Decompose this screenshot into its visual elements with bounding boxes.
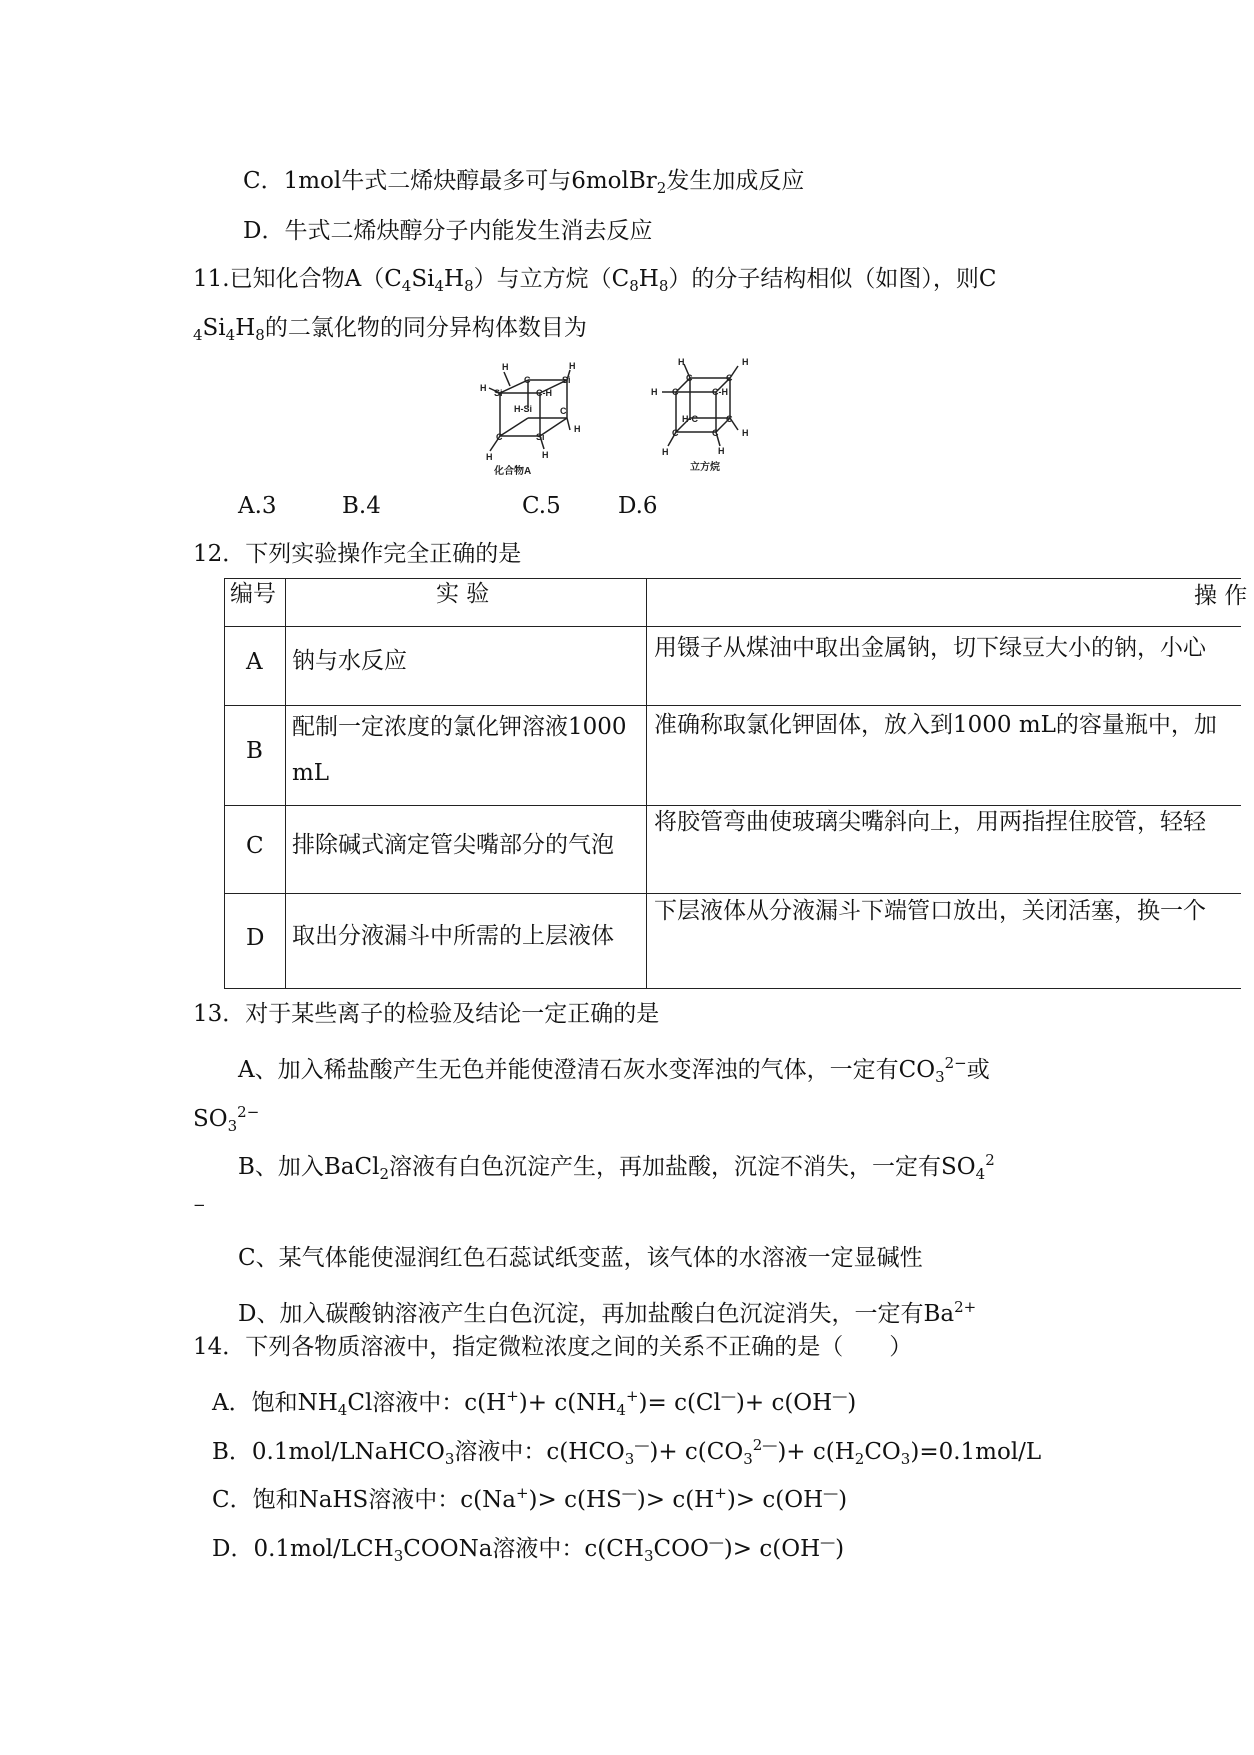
table-row-c-operation: 将胶管弯曲使玻璃尖嘴斜向上，用两指捏住胶管，轻轻: [654, 809, 1206, 835]
table-row-a-operation: 用镊子从煤油中取出金属钠，切下绿豆大小的钠，小心: [654, 635, 1206, 661]
svg-text:C-H: C-H: [536, 388, 552, 398]
q14-option-a: A．饱和$NH_4Cl$溶液中：$c(H^+)+ c(NH_4^+)= c(Cl^—)+ c(OH^—)$: [212, 1387, 857, 1419]
svg-text:H: H: [569, 361, 576, 371]
q13-option-a: A、加入稀盐酸产生无色并能使澄清石灰水变浑浊的气体，一定有$CO_3^{2-}$或: [238, 1054, 990, 1086]
q14-option-c: C．饱和NaHS溶液中：c(Na+)> c(HS—)> c(H+)> c(OH—): [212, 1484, 848, 1513]
compound-a-structure: [472, 358, 602, 476]
svg-text:C: C: [726, 373, 733, 383]
q13-option-b: B、加入BaCl$_2$溶液有白色沉淀产生，再加盐酸，沉淀不消失，一定有$SO_4^2$: [238, 1151, 995, 1183]
svg-text:H-Si: H-Si: [514, 404, 532, 414]
svg-text:H: H: [480, 383, 487, 393]
q14-option-d: D．$0.1mol/LCH_3COONa$溶液中：$c(CH_3COO^—)> c(OH^—)$: [212, 1533, 845, 1565]
compound-a-caption: 化合物A: [494, 466, 532, 477]
svg-text:H: H: [742, 428, 749, 438]
svg-text:H: H: [574, 424, 581, 434]
svg-text:H: H: [742, 357, 749, 367]
table-row-a-id: A: [246, 649, 263, 675]
q13-option-d: D、加入碳酸钠溶液产生白色沉淀，再加盐酸白色沉淀消失，一定有$Ba^{2+}$: [238, 1298, 977, 1327]
svg-text:C: C: [726, 414, 733, 424]
table-row-d-id: D: [246, 925, 265, 951]
table-row-b-experiment-unit: mL: [292, 760, 330, 786]
q13-option-b-cont: −: [193, 1196, 206, 1214]
svg-text:H: H: [542, 450, 549, 460]
svg-text:C: C: [712, 428, 719, 438]
table-row-a-experiment: 钠与水反应: [292, 648, 407, 674]
q13-title: 13．对于某些离子的检验及结论一定正确的是: [193, 1001, 660, 1027]
table-row-b-id: B: [246, 738, 263, 764]
svg-text:H: H: [678, 357, 685, 367]
svg-text:C: C: [686, 373, 693, 383]
table-row-d-operation: 下层液体从分液漏斗下端管口放出，关闭活塞，换一个: [654, 898, 1206, 924]
svg-text:C: C: [524, 375, 531, 385]
svg-text:H: H: [486, 452, 493, 462]
svg-text:H: H: [651, 387, 658, 397]
table-header-experiment: 实 验: [436, 581, 490, 607]
cubane-structure: [648, 356, 766, 474]
svg-text:C: C: [560, 406, 567, 416]
table-row-c-id: C: [246, 833, 264, 859]
cubane-caption: 立方烷: [690, 462, 720, 473]
q13-option-a-cont: $SO_3^{2-}$: [193, 1103, 260, 1135]
svg-text:Si: Si: [536, 432, 545, 442]
q11-choice-c: C.5: [522, 493, 561, 519]
svg-text:C: C: [496, 432, 503, 442]
table-row-b-operation: 准确称取氯化钾固体，放入到1000 mL的容量瓶中，加: [654, 712, 1217, 738]
svg-text:Si: Si: [494, 388, 503, 398]
svg-text:C-H: C-H: [712, 387, 728, 397]
svg-text:H: H: [502, 362, 509, 372]
table-row-c-experiment: 排除碱式滴定管尖嘴部分的气泡: [292, 832, 614, 858]
q14-title: 14．下列各物质溶液中，指定微粒浓度之间的关系不正确的是（ ）: [193, 1334, 913, 1360]
table-header-id: 编号: [230, 581, 276, 607]
table-header-operation: 操 作: [1194, 583, 1248, 609]
q10-option-c: C．1mol牛式二烯炔醇最多可与6molBr$_2$发生加成反应: [243, 168, 805, 197]
svg-text:H-C: H-C: [682, 414, 698, 424]
svg-text:H: H: [718, 446, 725, 456]
q14-option-b: B．0.1mol/LNaHCO$_3$溶液中：$c(HCO_3^—)+ c(CO_3^{2—})+ c(H_2CO_3)=0.1mol/L$: [212, 1436, 1042, 1468]
q11-stem-line1: 11.已知化合物$A(C_4Si_4H_8)$与立方烷$(C_8H_8)$的分子结构相似（如图），则C: [193, 266, 997, 295]
svg-text:Si: Si: [562, 375, 571, 385]
svg-text:C: C: [672, 387, 679, 397]
table-row-b-experiment: 配制一定浓度的氯化钾溶液1000: [292, 714, 627, 740]
q11-stem-line2: $_4Si_4H_8$的二氯化物的同分异构体数目为: [193, 315, 587, 344]
q11-choice-a: A.3: [238, 493, 277, 519]
svg-text:H: H: [662, 447, 669, 457]
q11-choice-b: B.4: [342, 493, 381, 519]
q11-choice-d: D.6: [618, 493, 658, 519]
q12-title: 12．下列实验操作完全正确的是: [193, 541, 522, 567]
svg-text:C: C: [672, 428, 679, 438]
experiment-table: [224, 578, 1248, 989]
q10-option-d: D．牛式二烯炔醇分子内能发生消去反应: [243, 218, 653, 244]
table-row-d-experiment: 取出分液漏斗中所需的上层液体: [292, 923, 614, 949]
q13-option-c: C、某气体能使湿润红色石蕊试纸变蓝，该气体的水溶液一定显碱性: [238, 1245, 923, 1271]
